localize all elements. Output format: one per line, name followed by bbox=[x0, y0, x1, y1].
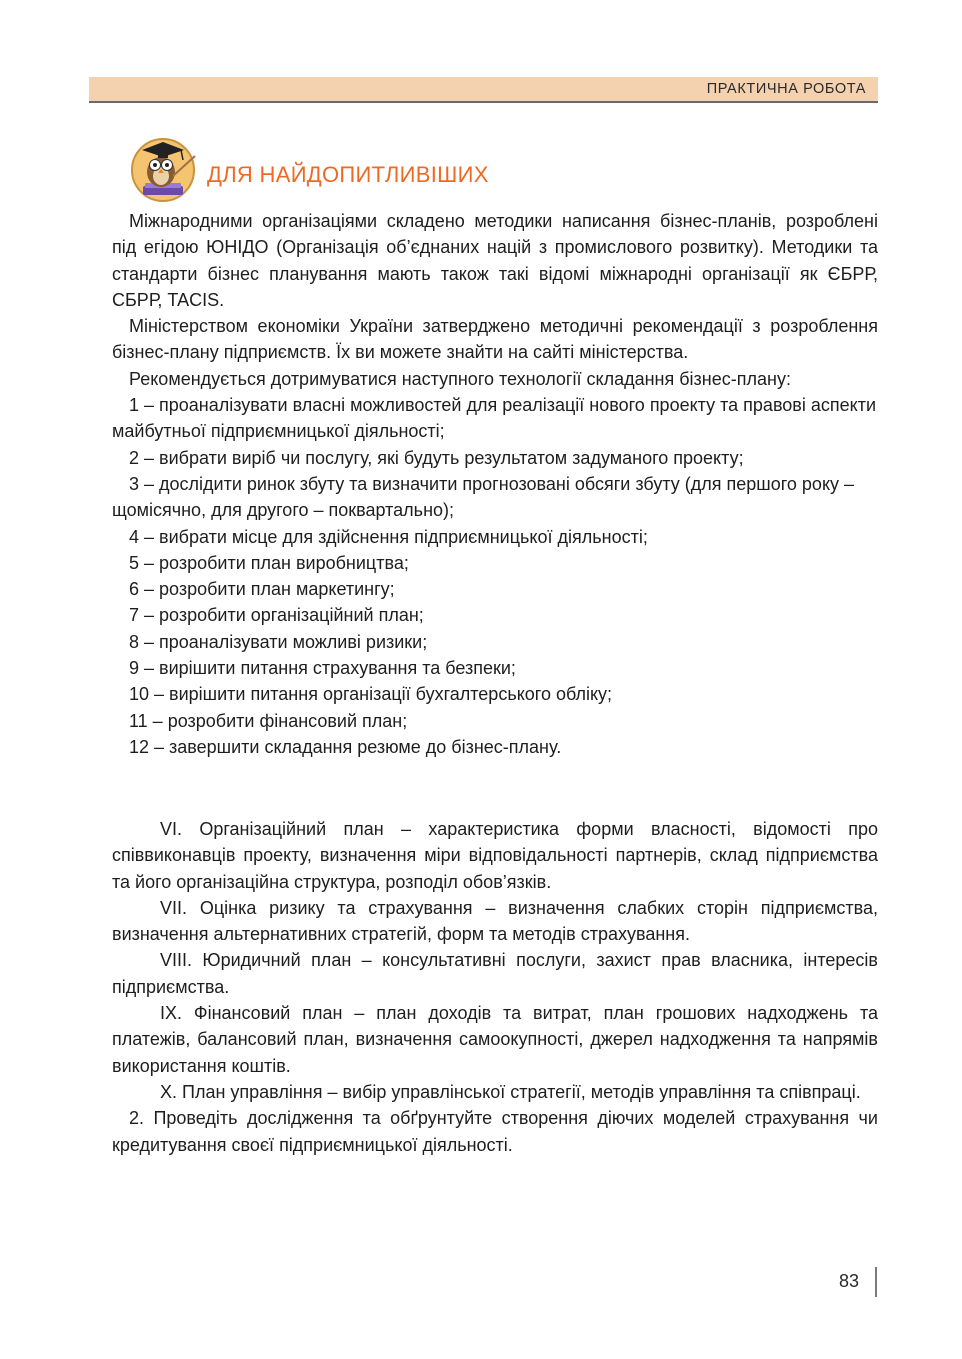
plan-section-paragraph: VI. Організаційний план – характеристика форми власності, відомості про співвиконавців проекту, визначення міри відповідальності партнерів, склад підприємства та його організаційна структура, розподіл обов’язків. bbox=[112, 819, 878, 892]
plan-sections-block bbox=[112, 816, 878, 1158]
page-number-divider bbox=[875, 1267, 877, 1297]
section-title: ДЛЯ НАЙДОПИТЛИВІШИХ bbox=[207, 162, 489, 187]
running-header-title: ПРАКТИЧНА РОБОТА bbox=[706, 81, 866, 97]
task-paragraph: 2. Проведіть дослідження та обґрунтуйте створення діючих моделей страхування чи кредитування своєї підприємницької діяльності. bbox=[112, 1108, 878, 1155]
list-item: 4 – вибрати місце для здійснення підприємницької діяльності; bbox=[129, 526, 648, 547]
plan-section-paragraph: VII. Оцінка ризику та страхування – визначення слабких сторін підприємства, визначення альтернативних стратегій, форм та методів страхування. bbox=[112, 897, 878, 945]
list-item: 5 – розробити план виробництва; bbox=[129, 552, 409, 573]
plan-section-paragraph: VIII. Юридичний план – консультативні послуги, захист прав власника, інтересів підприємства. bbox=[112, 950, 878, 997]
list-item: 2 – вибрати виріб чи послугу, які будуть результатом задуманого проекту; bbox=[129, 447, 744, 468]
intro-paragraph: Міжнародними організаціями складено методики написання бізнес-планів, розроблені під егідою ЮНІДО (Організація об’єднаних націй з промислового розвитку). Методики та стандарти бізнес планування мають також такі відомі міжнародні організації як ЄБРР, СБРР, TACIS. bbox=[112, 211, 878, 310]
page-number: 83 bbox=[839, 1271, 860, 1291]
list-item: 7 – розробити організаційний план; bbox=[129, 605, 424, 626]
list-item: 12 – завершити складання резюме до бізнес-плану. bbox=[129, 736, 562, 757]
intro-paragraph: Міністерством економіки України затверджено методичні рекомендації з розроблення бізнес-плану підприємств. Їх ви можете знайти на сайті міністерства. bbox=[112, 316, 878, 363]
list-item: 3 – дослідити ринок збуту та визначити прогнозовані обсяги збуту (для першого року – щомісячно, для другого – поквартально); bbox=[112, 473, 855, 521]
list-item: 1 – проаналізувати власні можливостей для реалізації нового проекту та правові аспекти майбутньої підприємницької діяльності; bbox=[112, 395, 877, 442]
intro-block bbox=[112, 208, 878, 760]
intro-paragraph: Рекомендується дотримуватися наступного технології складання бізнес-плану: bbox=[129, 368, 791, 389]
owl-scholar-icon bbox=[125, 132, 201, 202]
list-item: 10 – вирішити питання організації бухгалтерського обліку; bbox=[129, 684, 613, 705]
list-item: 8 – проаналізувати можливі ризики; bbox=[129, 631, 428, 652]
plan-section-paragraph: X. План управління – вибір управлінської стратегії, методів управління та співпраці. bbox=[160, 1081, 861, 1102]
list-item: 9 – вирішити питання страхування та безпеки; bbox=[129, 658, 516, 679]
plan-section-paragraph: IX. Фінансовий план – план доходів та витрат, план грошових надходжень та платежів, балансовий план, визначення самоокупності, джерел надходження та напрямів використання коштів. bbox=[112, 1003, 878, 1076]
list-item: 11 – розробити фінансовий план; bbox=[129, 710, 408, 731]
steps-list bbox=[112, 392, 878, 760]
running-header bbox=[89, 77, 878, 103]
list-item: 6 – розробити план маркетингу; bbox=[129, 579, 395, 600]
